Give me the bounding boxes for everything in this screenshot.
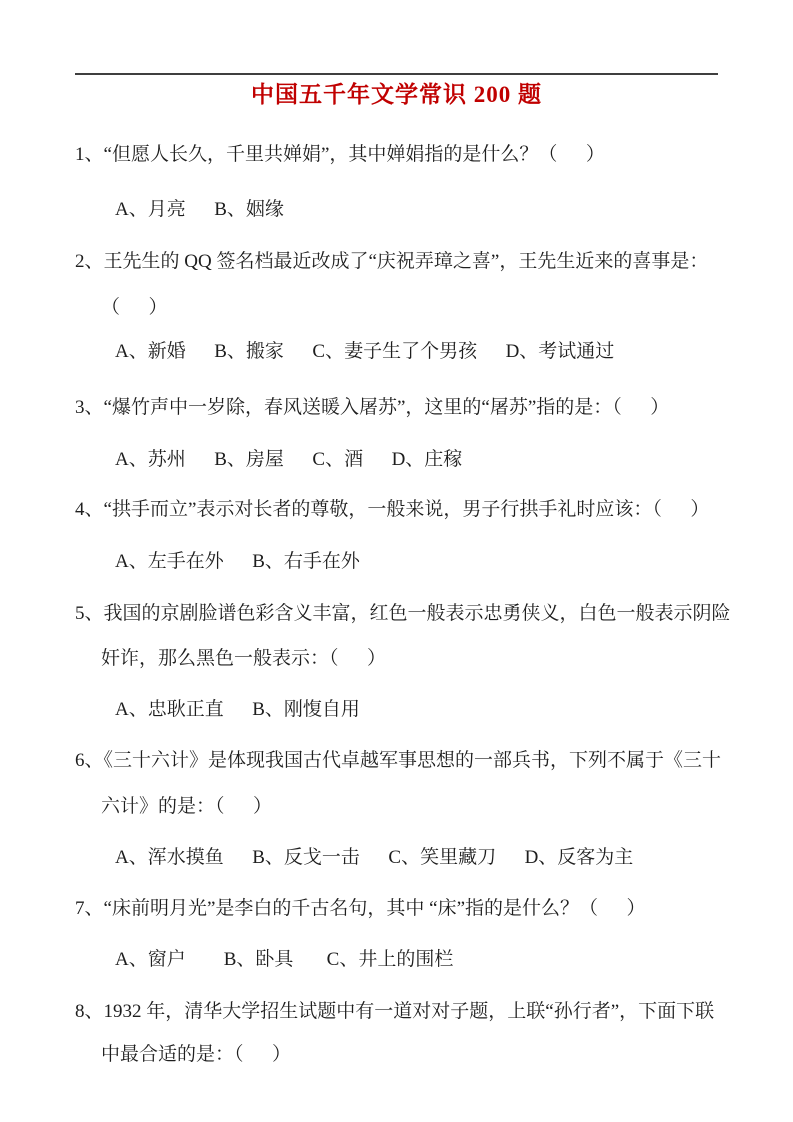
question-7-number: 7、 [75,898,104,919]
question-6-number: 6、 [75,750,104,771]
question-5-text [75,602,731,626]
question-6-options: A、浑水摸鱼 B、反戈一击 C、笑里藏刀 D、反客为主 [115,847,634,868]
header-rule [75,73,718,75]
question-2-options: A、新婚 B、搬家 C、妻子生了个男孩 D、考试通过 [115,341,615,362]
question-2-number: 2、 [75,251,104,272]
question-4-line-1: “拱手而立”表示对长者的尊敬，一般来说，男子行拱手礼时应该：（ ） [103,499,710,520]
question-1-line-1: “但愿人长久，千里共婵娟”，其中婵娟指的是什么？（ ） [103,144,605,165]
question-6-line-2: 六计》的是：（ ） [101,796,273,817]
question-8-line-2: 中最合适的是：（ ） [101,1044,292,1065]
question-3-text [75,396,669,420]
question-4-text [75,498,709,522]
question-5-line-1: 我国的京剧脸谱色彩含义丰富，红色一般表示忠勇侠义，白色一般表示阴险 [103,603,731,624]
question-8-text [75,1000,714,1024]
question-4-options: A、左手在外 B、右手在外 [115,551,360,572]
question-1-text [75,143,605,167]
question-5-number: 5、 [75,603,104,624]
question-7-options: A、窗户 B、卧具 C、井上的围栏 [115,949,454,970]
question-3-options: A、苏州 B、房屋 C、酒 D、庄稼 [115,449,463,470]
question-6-line-1: 《三十六计》是体现我国古代卓越军事思想的一部兵书，下列不属于《三十 [103,750,722,771]
question-1-number: 1、 [75,144,104,165]
question-2-text [75,250,708,274]
question-2-line-2: （ ） [101,297,168,318]
question-8-line-1: 1932 年，清华大学招生试题中有一道对对子题，上联“孙行者”，下面下联 [103,1001,715,1022]
question-3-number: 3、 [75,397,104,418]
question-4-number: 4、 [75,499,104,520]
question-2-line-1: 王先生的 QQ 签名档最近改成了“庆祝弄璋之喜”，王先生近来的喜事是： [103,251,709,272]
page-title: 中国五千年文学常识 200 题 [251,82,542,107]
question-8-number: 8、 [75,1001,104,1022]
question-3-line-1: “爆竹声中一岁除，春风送暖入屠苏”，这里的“屠苏”指的是：（ ） [103,397,670,418]
question-5-options: A、忠耿正直 B、刚愎自用 [115,699,360,720]
question-7-text [75,897,646,921]
question-7-line-1: “床前明月光”是李白的千古名句，其中 “床”指的是什么？（ ） [103,898,646,919]
question-6-text [75,749,721,773]
question-5-line-2: 奸诈，那么黑色一般表示：（ ） [101,648,387,669]
question-1-options: A、月亮 B、姻缘 [115,199,284,220]
